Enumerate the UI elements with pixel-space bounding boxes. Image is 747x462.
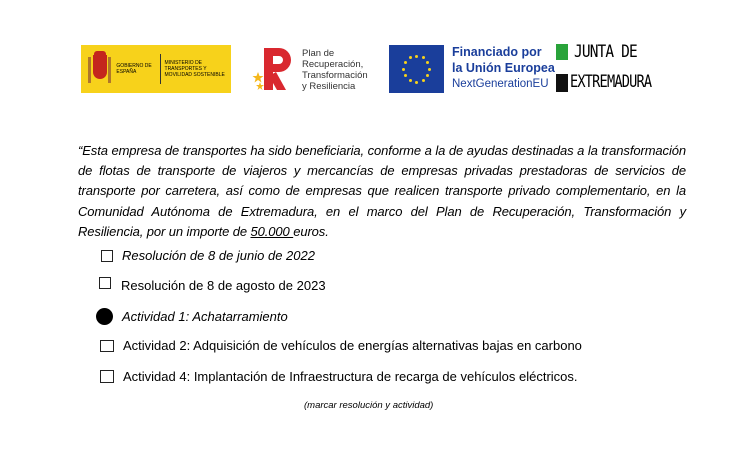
junta-extremadura-logo: [556, 42, 671, 98]
option-actividad-4[interactable]: [100, 369, 578, 384]
gobierno-label: GOBIERNO DE ESPAÑA: [116, 63, 152, 75]
option-actividad-2[interactable]: [100, 338, 582, 353]
junta-black-square-icon: [556, 74, 568, 92]
gobierno-espana-logo: [81, 45, 231, 93]
junta-line-2: EXTREMADURA: [570, 72, 652, 92]
checkbox[interactable]: [100, 370, 114, 383]
checkbox[interactable]: [101, 250, 113, 262]
option-label: Actividad 2: Adquisición de vehículos de energías alternativas bajas en carbono: [123, 338, 582, 353]
statement-text: “Esta empresa de transportes ha sido beneficiaria, conforme a la de ayudas destinadas a la transformación de flotas de transporte de viajeros y mercancías de empresas privadas prestadoras de servicios de transporte por carretera, así como de empresas que realicen transporte privado complementario, en la Comunidad Autónoma de Extremadura, en el marco del Plan de Recuperación, Transformación y Resiliencia, por un importe de: [78, 143, 686, 239]
prtr-line-4: y Resiliencia: [302, 81, 356, 92]
checked-mark[interactable]: [96, 308, 113, 325]
prtr-line-3: Transformación: [302, 70, 368, 81]
junta-line-1: JUNTA DE: [574, 42, 637, 62]
eu-star-icon: [428, 68, 431, 71]
eu-star-icon: [409, 56, 412, 59]
prtr-line-2: Recuperación,: [302, 59, 364, 70]
option-label: Resolución de 8 de junio de 2022: [122, 248, 315, 263]
coat-of-arms-icon: [87, 51, 112, 87]
eu-star-icon: [415, 55, 418, 58]
ministerio-label: MINISTERIO DE TRANSPORTES Y MOVILIDAD SOSTENIBLE: [164, 60, 225, 78]
eu-star-icon: [409, 79, 412, 82]
option-resolucion-2023[interactable]: [99, 278, 326, 293]
prtr-mark-icon: [252, 46, 292, 92]
statement-end: euros.: [293, 223, 329, 239]
eu-line-2: la Unión Europea: [452, 61, 555, 75]
instruction-note: (marcar resolución y actividad): [304, 400, 434, 411]
option-label: Resolución de 8 de agosto de 2023: [121, 278, 326, 293]
eu-star-icon: [426, 61, 429, 64]
eu-star-icon: [426, 74, 429, 77]
option-label: Actividad 4: Implantación de Infraestructura de recarga de vehículos eléctricos.: [123, 369, 578, 384]
eu-funding-label: [452, 44, 555, 92]
eu-line-1: Financiado por: [452, 45, 542, 59]
eu-star-icon: [422, 56, 425, 59]
prtr-line-1: Plan de: [302, 48, 335, 59]
checkbox[interactable]: [99, 277, 111, 289]
prtr-logo: [246, 44, 376, 94]
eu-star-icon: [422, 79, 425, 82]
checkbox[interactable]: [100, 340, 114, 352]
option-resolucion-2022[interactable]: [101, 248, 315, 263]
eu-star-icon: [415, 81, 418, 84]
eu-line-3: NextGenerationEU: [452, 78, 549, 90]
option-actividad-1[interactable]: [96, 308, 288, 325]
logo-banner: [0, 0, 747, 110]
eu-flag-icon: [389, 45, 444, 93]
beneficiary-statement: [78, 141, 686, 242]
eu-star-icon: [404, 74, 407, 77]
eu-star-icon: [402, 68, 405, 71]
option-label: Actividad 1: Achatarramiento: [122, 309, 288, 324]
eu-star-icon: [404, 61, 407, 64]
junta-green-square-icon: [556, 44, 568, 60]
grant-amount: 50.000: [250, 223, 294, 239]
